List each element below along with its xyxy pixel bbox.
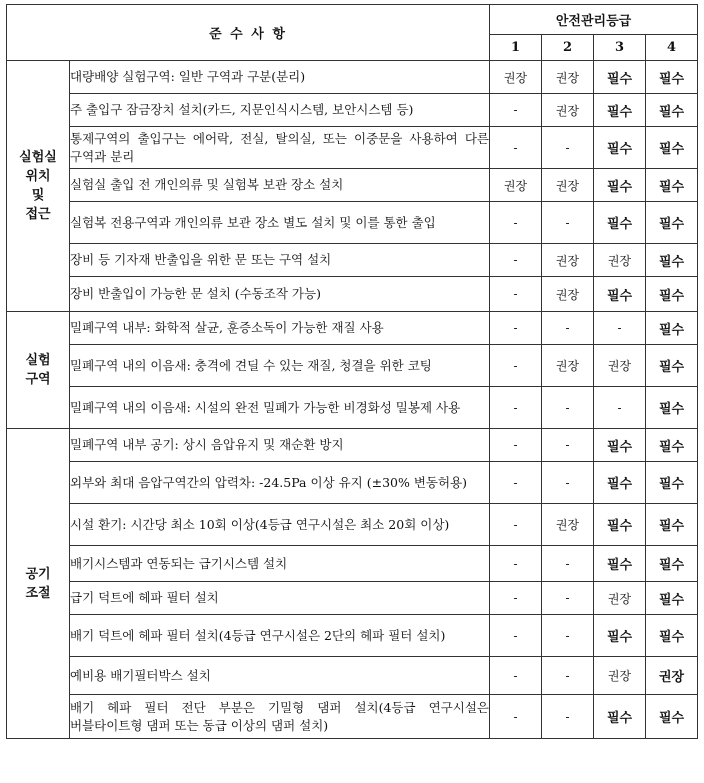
requirement-text: 밀폐구역 내의 이음새: 충격에 견딜 수 있는 재질, 청결을 위한 코팅 [70, 345, 490, 387]
grade-level-2-value: 권장 [542, 277, 594, 312]
requirement-text: 배기 헤파 필터 전단 부분은 기밀형 댐퍼 설치(4등급 연구시설은 버블타이트형 댐퍼 또는 동급 이상의 댐퍼 설치) [70, 695, 490, 739]
requirement-text: 장비 등 기자재 반출입을 위한 문 또는 구역 설치 [70, 244, 490, 277]
grade-level-1-value: - [490, 546, 542, 582]
table-row [7, 504, 698, 546]
grade-level-3-value: 권장 [594, 657, 646, 695]
grade-level-4-value: 필수 [646, 429, 698, 462]
requirement-text: 배기 덕트에 헤파 필터 설치(4등급 연구시설은 2단의 헤파 필터 설치) [70, 615, 490, 657]
grade-level-2-value: 권장 [542, 61, 594, 94]
grade-level-2-value: - [542, 695, 594, 739]
grade-level-2-value: - [542, 462, 594, 504]
table-row [7, 345, 698, 387]
grade-level-1-value: - [490, 387, 542, 429]
requirement-text: 밀폐구역 내부: 화학적 살균, 훈증소독이 가능한 재질 사용 [70, 312, 490, 345]
table-row [7, 127, 698, 169]
table-row [7, 169, 698, 202]
requirement-text: 실험실 출입 전 개인의류 및 실험복 보관 장소 설치 [70, 169, 490, 202]
grade-level-3-value: 권장 [594, 345, 646, 387]
grade-level-4-value: 필수 [646, 345, 698, 387]
grade-level-2-value: - [542, 202, 594, 244]
grade-level-2-value: 권장 [542, 504, 594, 546]
grade-level-2-value: - [542, 615, 594, 657]
grade-level-4-value: 필수 [646, 277, 698, 312]
grade-level-4-value: 권장 [646, 657, 698, 695]
grade-level-3-value: 권장 [594, 244, 646, 277]
grade-level-4-value: 필수 [646, 244, 698, 277]
grade-level-1-value: - [490, 615, 542, 657]
grade-level-4-value: 필수 [646, 695, 698, 739]
grade-level-3-value: - [594, 387, 646, 429]
category-label-line: 구역 [25, 372, 51, 387]
table-row [7, 657, 698, 695]
table-row [7, 277, 698, 312]
grade-level-4-value: 필수 [646, 504, 698, 546]
requirement-text: 대량배양 실험구역: 일반 구역과 구분(분리) [70, 61, 490, 94]
table-row [7, 244, 698, 277]
grade-level-1-value: 권장 [490, 169, 542, 202]
table-row [7, 582, 698, 615]
grade-level-1-value: - [490, 695, 542, 739]
requirement-text: 급기 덕트에 헤파 필터 설치 [70, 582, 490, 615]
category-label-line: 및 [31, 188, 45, 203]
grade-level-4-value: 필수 [646, 462, 698, 504]
table-row [7, 202, 698, 244]
table-row [7, 695, 698, 739]
table-row [7, 94, 698, 127]
category-cell [7, 312, 70, 429]
grade-level-3-value: 필수 [594, 202, 646, 244]
category-label-line: 실험실 [19, 150, 57, 165]
grade-level-3-value: 필수 [594, 504, 646, 546]
category-cell [7, 61, 70, 312]
grade-level-1-value: - [490, 429, 542, 462]
grade-level-3-value: 권장 [594, 582, 646, 615]
category-label-line: 실험 [25, 353, 51, 368]
grade-level-1-value: - [490, 462, 542, 504]
grade-level-1-value: - [490, 244, 542, 277]
header-requirements: 준 수 사 항 [7, 5, 490, 61]
requirement-text: 주 출입구 잠금장치 설치(카드, 지문인식시스템, 보안시스템 등) [70, 94, 490, 127]
table-row [7, 615, 698, 657]
grade-level-4-value: 필수 [646, 615, 698, 657]
grade-level-4-value: 필수 [646, 202, 698, 244]
category-cell [7, 429, 70, 739]
grade-level-3-value: 필수 [594, 61, 646, 94]
grade-level-3-value: 필수 [594, 94, 646, 127]
grade-level-3-value: 필수 [594, 695, 646, 739]
grade-level-3-value: 필수 [594, 462, 646, 504]
grade-level-2-value: 권장 [542, 169, 594, 202]
grade-level-1-value: - [490, 582, 542, 615]
header-level-4: 4 [646, 35, 698, 61]
grade-level-3-value: 필수 [594, 546, 646, 582]
category-label-line: 조절 [25, 585, 51, 601]
grade-level-2-value: - [542, 546, 594, 582]
requirement-text: 통제구역의 출입구는 에어락, 전실, 탈의실, 또는 이중문을 사용하여 다른 구역과 분리 [70, 127, 490, 169]
grade-level-2-value: - [542, 127, 594, 169]
requirement-text: 시설 환기: 시간당 최소 10회 이상(4등급 연구시설은 최소 20회 이상) [70, 504, 490, 546]
table-row [7, 312, 698, 345]
grade-level-1-value: - [490, 94, 542, 127]
requirement-text: 장비 반출입이 가능한 문 설치 (수동조작 가능) [70, 277, 490, 312]
grade-level-2-value: - [542, 657, 594, 695]
grade-level-1-value: - [490, 504, 542, 546]
grade-level-2-value: - [542, 387, 594, 429]
compliance-table [6, 4, 698, 739]
grade-level-2-value: - [542, 582, 594, 615]
requirement-text: 배기시스템과 연동되는 급기시스템 설치 [70, 546, 490, 582]
grade-level-1-value: 권장 [490, 61, 542, 94]
grade-level-4-value: 필수 [646, 127, 698, 169]
header-level-1: 1 [490, 35, 542, 61]
grade-level-2-value: 권장 [542, 94, 594, 127]
requirement-text: 밀폐구역 내의 이음새: 시설의 완전 밀폐가 가능한 비경화성 밀봉제 사용 [70, 387, 490, 429]
grade-level-4-value: 필수 [646, 61, 698, 94]
grade-level-2-value: 권장 [542, 345, 594, 387]
requirement-text: 외부와 최대 음압구역간의 압력차: -24.5Pa 이상 유지 (±30% 변동허용) [70, 462, 490, 504]
grade-level-3-value: 필수 [594, 429, 646, 462]
header-grade: 안전관리등급 [490, 5, 698, 35]
grade-level-2-value: - [542, 429, 594, 462]
grade-level-2-value: - [542, 312, 594, 345]
grade-level-3-value: 필수 [594, 615, 646, 657]
header-level-3: 3 [594, 35, 646, 61]
requirement-text: 밀폐구역 내부 공기: 상시 음압유지 및 재순환 방지 [70, 429, 490, 462]
grade-level-1-value: - [490, 657, 542, 695]
table-row [7, 546, 698, 582]
grade-level-1-value: - [490, 277, 542, 312]
grade-level-1-value: - [490, 312, 542, 345]
category-label-line: 공기 [25, 566, 51, 582]
grade-level-2-value: 권장 [542, 244, 594, 277]
grade-level-4-value: 필수 [646, 312, 698, 345]
grade-level-4-value: 필수 [646, 169, 698, 202]
grade-level-4-value: 필수 [646, 387, 698, 429]
grade-level-3-value: 필수 [594, 277, 646, 312]
table-body [7, 61, 698, 739]
table-row [7, 387, 698, 429]
grade-level-1-value: - [490, 345, 542, 387]
grade-level-1-value: - [490, 202, 542, 244]
requirement-text: 실험복 전용구역과 개인의류 보관 장소 별도 설치 및 이를 통한 출입 [70, 202, 490, 244]
grade-level-3-value: 필수 [594, 127, 646, 169]
table-row [7, 61, 698, 94]
grade-level-4-value: 필수 [646, 94, 698, 127]
grade-level-4-value: 필수 [646, 546, 698, 582]
requirement-text: 예비용 배기필터박스 설치 [70, 657, 490, 695]
grade-level-4-value: 필수 [646, 582, 698, 615]
table-row [7, 429, 698, 462]
table-row [7, 462, 698, 504]
grade-level-3-value: 필수 [594, 169, 646, 202]
category-label-line: 위치 [25, 169, 51, 184]
category-label-line: 접근 [25, 207, 51, 222]
grade-level-3-value: - [594, 312, 646, 345]
grade-level-1-value: - [490, 127, 542, 169]
header-level-2: 2 [542, 35, 594, 61]
